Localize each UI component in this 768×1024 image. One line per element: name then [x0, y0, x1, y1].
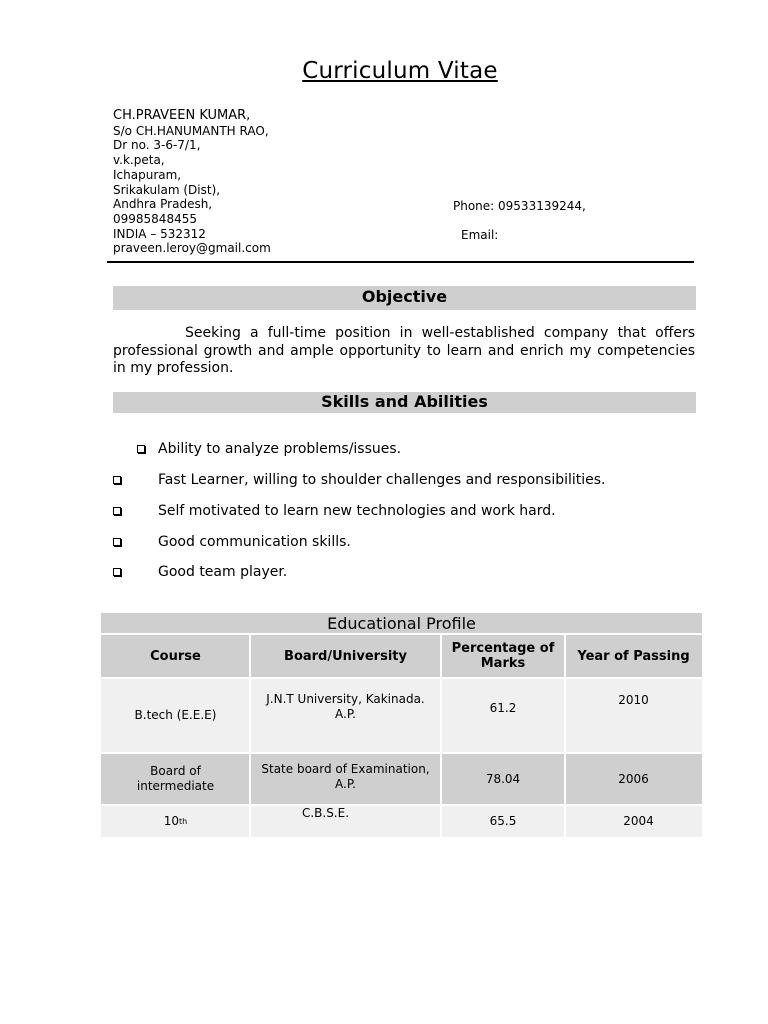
objective-text: Seeking a full-time position in well-established company that offers professional growth and ample opportunity to learn and enrich my competencies in my profession. [113, 325, 695, 376]
table-divider [440, 634, 442, 837]
address-line: INDIA – 532312 [113, 226, 206, 241]
table-cell-year: 2010 [565, 678, 702, 753]
table-divider [101, 752, 702, 754]
email-label: Email: [461, 228, 499, 242]
skill-text: Ability to analyze problems/issues. [158, 441, 402, 457]
header-divider [107, 261, 694, 263]
address-line: 09985848455 [113, 211, 197, 226]
address-line: Ichapuram, [113, 167, 182, 182]
contact-address-block [113, 109, 271, 256]
document-title: Curriculum Vitae [302, 58, 498, 84]
address-line: Andhra Pradesh, [113, 197, 213, 212]
table-cell-year: 2004 [565, 805, 702, 837]
table-divider [101, 804, 702, 806]
phone-label: Phone: 09533139244, [453, 199, 586, 213]
address-line: Dr no. 3-6-7/1, [113, 138, 201, 153]
table-cell-year: 2006 [565, 753, 702, 805]
skill-text: Good team player. [158, 564, 288, 580]
table-cell-board: State board of Examination, A.P. [250, 753, 441, 805]
table-divider [101, 677, 702, 679]
email-address: praveen.leroy@gmail.com [113, 241, 271, 256]
course-superscript: th [179, 816, 188, 826]
address-line: S/o CH.HANUMANTH RAO, [113, 123, 269, 138]
square-bullet-icon [113, 507, 121, 515]
table-cell-percentage: 78.04 [441, 753, 565, 805]
square-bullet-icon [113, 476, 121, 484]
objective-heading: Objective [113, 286, 696, 310]
skill-text: Good communication skills. [158, 534, 351, 550]
candidate-name: CH.PRAVEEN KUMAR, [113, 108, 251, 123]
skill-text: Fast Learner, willing to shoulder challenges and responsibilities. [158, 472, 606, 488]
course-text: 10 [163, 813, 180, 828]
table-cell-board: C.B.S.E. [250, 805, 441, 837]
table-divider [101, 633, 702, 635]
table-cell-course: B.tech (E.E.E) [101, 678, 250, 753]
table-divider [564, 634, 566, 837]
table-header-year: Year of Passing [565, 634, 702, 678]
table-header-board: Board/University [250, 634, 441, 678]
table-divider [249, 634, 251, 837]
square-bullet-icon [137, 445, 145, 453]
square-bullet-icon [113, 538, 121, 546]
table-cell-percentage: 65.5 [441, 805, 565, 837]
skill-text: Self motivated to learn new technologies and work hard. [158, 503, 556, 519]
table-header-course: Course [101, 634, 250, 678]
square-bullet-icon [113, 568, 121, 576]
table-cell-course [101, 805, 250, 837]
skills-heading: Skills and Abilities [113, 392, 696, 413]
address-line: Srikakulam (Dist), [113, 182, 221, 197]
table-header-percentage: Percentage of Marks [441, 634, 565, 678]
table-cell-percentage: 61.2 [441, 678, 565, 753]
table-cell-board: J.N.T University, Kakinada. A.P. [250, 678, 441, 753]
address-line: v.k.peta, [113, 153, 165, 168]
education-heading: Educational Profile [101, 613, 702, 634]
table-cell-course: Board of intermediate [101, 753, 250, 805]
